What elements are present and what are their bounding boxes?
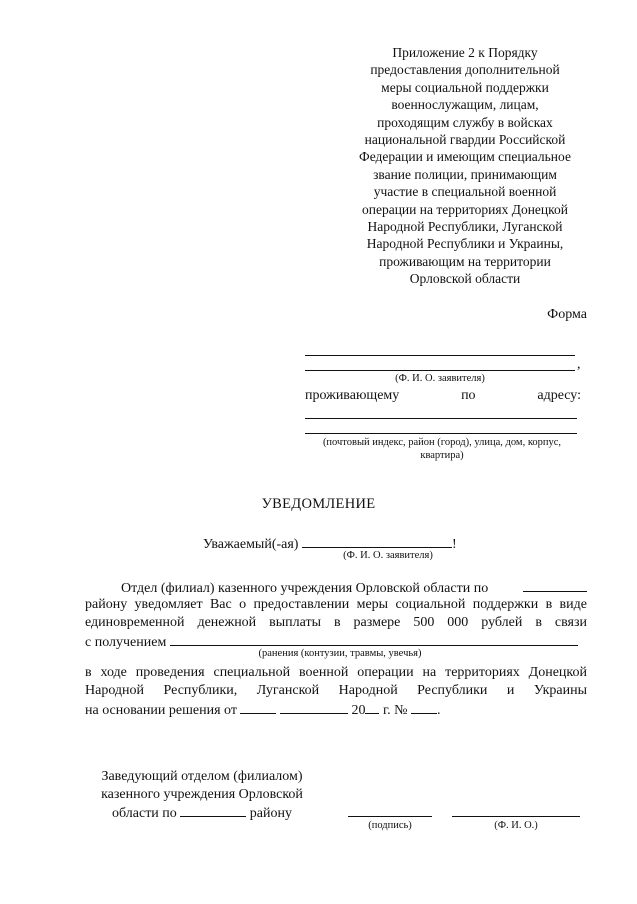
decision-number-label: г. № xyxy=(382,703,408,718)
appendix-line: предоставления дополнительной xyxy=(370,62,560,78)
applicant-name-line-1[interactable] xyxy=(305,355,575,356)
signature-position-line: казенного учреждения Орловской xyxy=(101,786,303,802)
appendix-line: операции на территориях Донецкой xyxy=(362,201,568,217)
body-line-7 xyxy=(85,700,440,720)
body-text: с получением xyxy=(85,635,167,650)
document-title: УВЕДОМЛЕНИЕ xyxy=(261,496,376,512)
body-text: на основании решения от xyxy=(85,703,237,718)
decision-day-line[interactable] xyxy=(240,700,276,714)
address-hint-line: квартира) xyxy=(420,450,464,461)
body-line-6: Народной Республики, Луганской Народной Республики и Украины xyxy=(85,683,587,698)
body-line-3: единовременной денежной выплаты в размере 500 000 рублей в связи xyxy=(85,615,587,630)
signature-position-line xyxy=(86,803,318,823)
appendix-line: звание полиции, принимающим xyxy=(373,166,557,182)
appendix-line: Приложение 2 к Порядку xyxy=(392,45,538,60)
applicant-name-line-2[interactable] xyxy=(305,370,575,371)
address-word: по xyxy=(461,388,476,403)
appendix-line: меры социальной поддержки xyxy=(381,79,549,95)
greeting-exclamation: ! xyxy=(451,537,457,552)
address-line-1[interactable] xyxy=(305,418,577,419)
body-text: Отдел (филиал) казенного учреждения Орловской области по xyxy=(121,581,489,596)
department-district-line[interactable] xyxy=(523,578,587,592)
form-label: Форма xyxy=(547,307,587,322)
signature-hint: (подпись) xyxy=(368,820,412,831)
body-line-1 xyxy=(121,578,587,598)
appendix-line: участие в специальной военной xyxy=(373,184,557,200)
address-line-2[interactable] xyxy=(305,433,577,434)
signature-text: области по xyxy=(112,806,177,822)
injury-line[interactable] xyxy=(170,632,578,646)
address-word: адресу: xyxy=(537,388,581,403)
signature-position-line: Заведующий отделом (филиалом) xyxy=(101,769,303,784)
signature-position xyxy=(86,768,318,823)
appendix-line: проживающим на территории xyxy=(379,253,551,269)
signature-line[interactable] xyxy=(348,816,432,817)
signature-district-line[interactable] xyxy=(180,803,246,817)
appendix-line: военнослужащим, лицам, xyxy=(391,97,539,113)
appendix-line: Народной Республики, Луганской xyxy=(367,219,563,235)
greeting-hint: (Ф. И. О. заявителя) xyxy=(343,550,433,561)
address-label-row xyxy=(305,388,581,404)
appendix-heading xyxy=(340,44,590,288)
body-period: . xyxy=(436,703,441,718)
signature-text: району xyxy=(249,806,292,822)
applicant-comma: , xyxy=(577,357,581,372)
injury-hint: (ранения (контузии, травмы, увечья) xyxy=(258,648,422,659)
address-hint xyxy=(300,436,584,462)
greeting-text: Уважаемый(-ая) xyxy=(203,537,299,552)
signer-name-line[interactable] xyxy=(452,816,580,817)
applicant-fio-hint: (Ф. И. О. заявителя) xyxy=(395,373,485,384)
appendix-line: Федерации и имеющим специальное xyxy=(359,149,571,165)
address-hint-line: (почтовый индекс, район (город), улица, дом, корпус, xyxy=(322,437,562,448)
address-word: проживающему xyxy=(305,388,400,403)
appendix-line: проходящим службу в войсках xyxy=(377,114,553,130)
decision-year-prefix: 20 xyxy=(351,703,366,718)
decision-number-line[interactable] xyxy=(411,700,437,714)
decision-year-line[interactable] xyxy=(365,700,379,714)
body-line-5: в ходе проведения специальной военной операции на территориях Донецкой xyxy=(85,665,587,680)
appendix-line: Народной Республики и Украины, xyxy=(366,236,564,252)
body-line-2: району уведомляет Вас о предоставлении меры социальной поддержки в виде xyxy=(85,597,587,612)
signer-name-hint: (Ф. И. О.) xyxy=(494,820,538,831)
appendix-line: национальной гвардии Российской xyxy=(364,132,566,148)
decision-month-line[interactable] xyxy=(280,700,348,714)
greeting-name-line[interactable] xyxy=(302,534,452,548)
appendix-line: Орловской области xyxy=(409,271,521,287)
